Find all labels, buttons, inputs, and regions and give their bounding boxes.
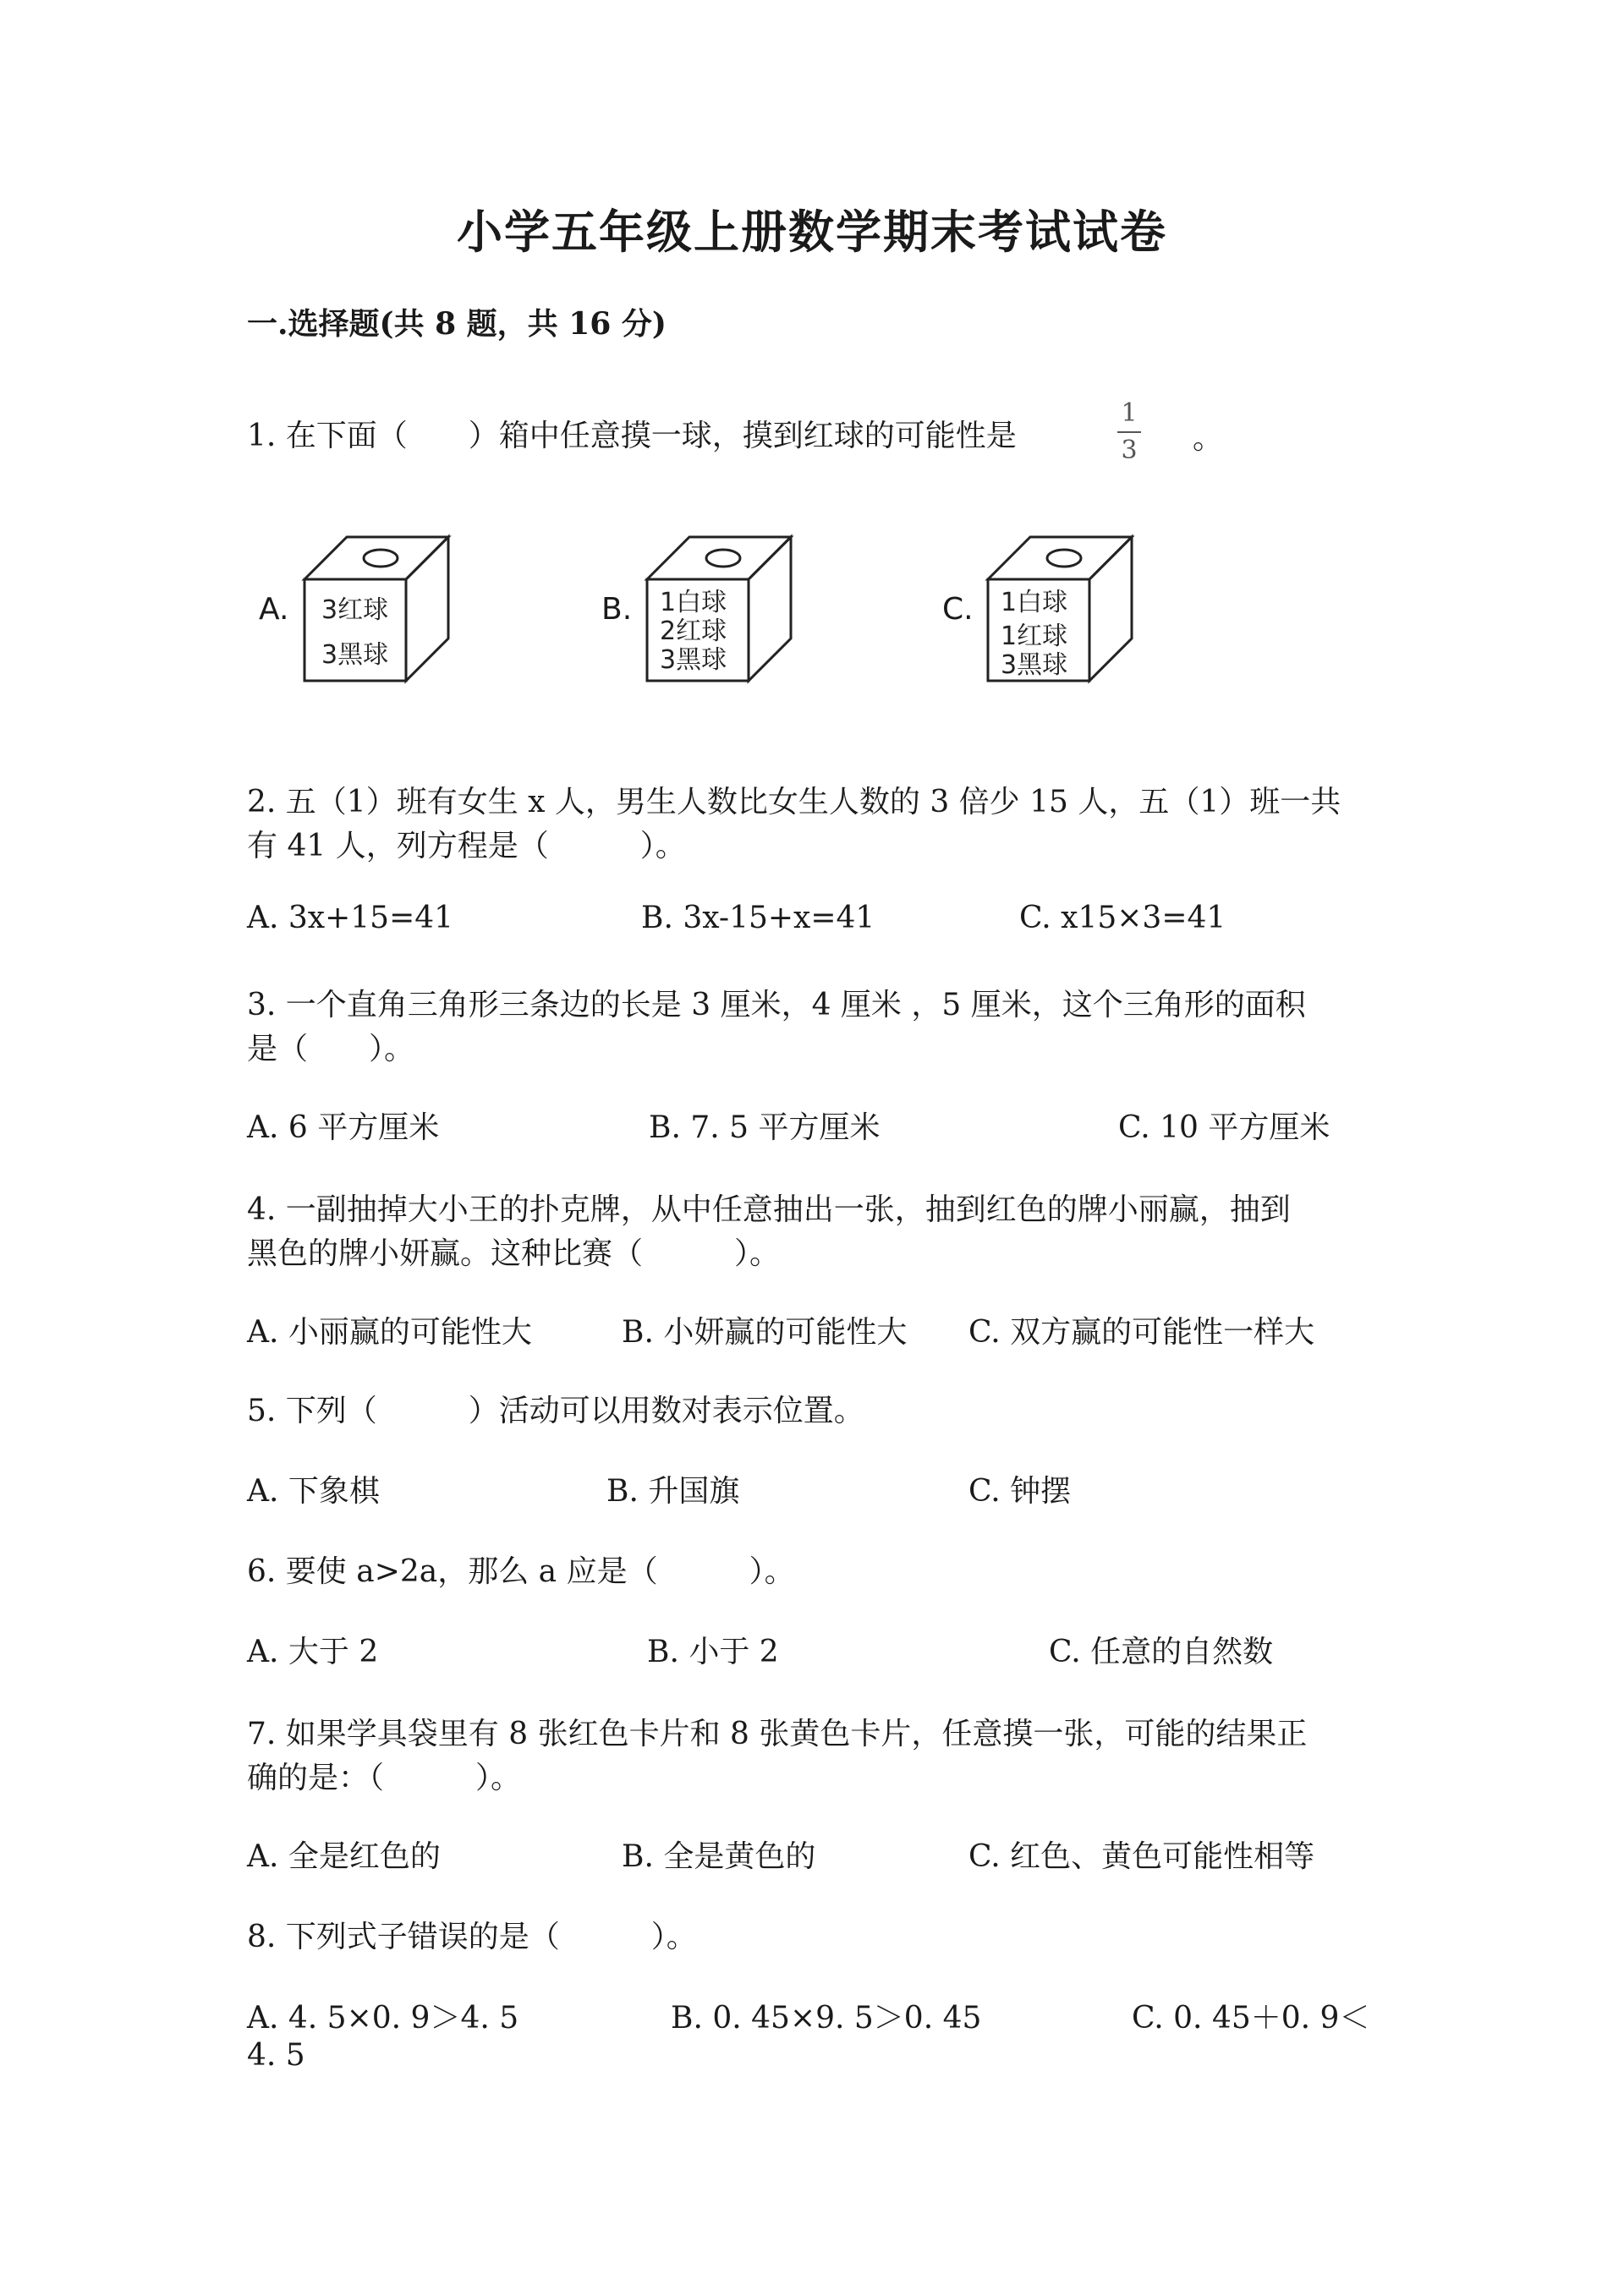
question-5-option-a: A. 下象棋	[247, 1474, 380, 1509]
fraction-one-third	[1112, 397, 1146, 467]
box-c-line-3: 3黑球	[1001, 650, 1068, 680]
question-4-option-c: C. 双方赢的可能性一样大	[968, 1315, 1315, 1350]
question-4-option-a: A. 小丽赢的可能性大	[247, 1315, 532, 1350]
box-b-line-1: 1白球	[660, 588, 727, 617]
question-4-option-b: B. 小妍赢的可能性大	[622, 1315, 908, 1350]
box-c-line-1: 1白球	[1001, 588, 1068, 617]
question-8-option-c: C. 0. 45＋0. 9＜	[1132, 2001, 1370, 2036]
fraction-numerator: 1	[1121, 398, 1138, 428]
box-c-label: C.	[942, 592, 974, 627]
question-1-text: 1. 在下面（ ）箱中任意摸一球，摸到红球的可能性是	[247, 419, 1017, 453]
fraction-denominator: 3	[1121, 436, 1138, 465]
question-7-option-b: B. 全是黄色的	[622, 1839, 816, 1874]
question-6-line-1: 6. 要使 a>2a，那么 a 应是（ ）。	[247, 1554, 795, 1589]
question-3-line-1: 3. 一个直角三角形三条边的长是 3 厘米，4 厘米 ，5 厘米，这个三角形的面积	[247, 988, 1306, 1022]
box-b-line-3: 3黑球	[660, 645, 727, 675]
question-1-tail: 。	[1193, 421, 1224, 456]
question-4-line-2: 黑色的牌小妍赢。这种比赛（ ）。	[247, 1236, 781, 1271]
question-2-option-b: B. 3x-15+x=41	[641, 901, 875, 935]
question-2-line-2: 有 41 人，列方程是（ ）。	[247, 829, 686, 863]
section-heading: 一.选择题(共 8 题，共 16 分)	[247, 306, 667, 342]
question-3-option-a: A. 6 平方厘米	[247, 1110, 440, 1145]
question-8-option-b: B. 0. 45×9. 5＞0. 45	[671, 2001, 982, 2036]
fraction-bar	[1117, 431, 1141, 433]
question-3-option-c: C. 10 平方厘米	[1118, 1110, 1330, 1145]
question-7-line-2: 确的是：（ ）。	[247, 1761, 522, 1795]
question-3-line-2: 是（ ）。	[247, 1032, 415, 1066]
question-5-option-b: B. 升国旗	[606, 1474, 740, 1509]
question-8-line-1: 8. 下列式子错误的是（ ）。	[247, 1920, 697, 1954]
question-5-option-c: C. 钟摆	[968, 1474, 1072, 1509]
question-8-option-a: A. 4. 5×0. 9＞4. 5	[247, 2001, 519, 2036]
question-2-option-a: A. 3x+15=41	[247, 901, 454, 935]
box-b-label: B.	[601, 592, 633, 627]
question-7-line-1: 7. 如果学具袋里有 8 张红色卡片和 8 张黄色卡片，任意摸一张，可能的结果正	[247, 1717, 1308, 1751]
box-a-label: A.	[259, 592, 289, 627]
page-title: 小学五年级上册数学期末考试试卷	[457, 205, 1167, 259]
question-4-line-1: 4. 一副抽掉大小王的扑克牌，从中任意抽出一张，抽到红色的牌小丽赢，抽到	[247, 1192, 1291, 1227]
question-8-option-c-wrap: 4. 5	[247, 2038, 305, 2073]
question-6-option-b: B. 小于 2	[647, 1635, 779, 1669]
question-6-option-a: A. 大于 2	[247, 1635, 379, 1669]
question-5-line-1: 5. 下列（ ）活动可以用数对表示位置。	[247, 1394, 864, 1428]
box-a-line-1: 3红球	[321, 595, 389, 625]
question-6-option-c: C. 任意的自然数	[1049, 1635, 1274, 1669]
question-3-option-b: B. 7. 5 平方厘米	[649, 1110, 881, 1145]
box-c-line-2: 1红球	[1001, 622, 1068, 651]
question-2-option-c: C. x15×3=41	[1019, 901, 1226, 935]
question-7-option-c: C. 红色、黄色可能性相等	[968, 1839, 1315, 1874]
question-2-line-1: 2. 五（1）班有女生 x 人，男生人数比女生人数的 3 倍少 15 人，五（1）班一共	[247, 785, 1341, 819]
box-b-line-2: 2红球	[660, 616, 727, 646]
box-a-line-2: 3黑球	[321, 640, 389, 670]
question-7-option-a: A. 全是红色的	[247, 1839, 441, 1874]
